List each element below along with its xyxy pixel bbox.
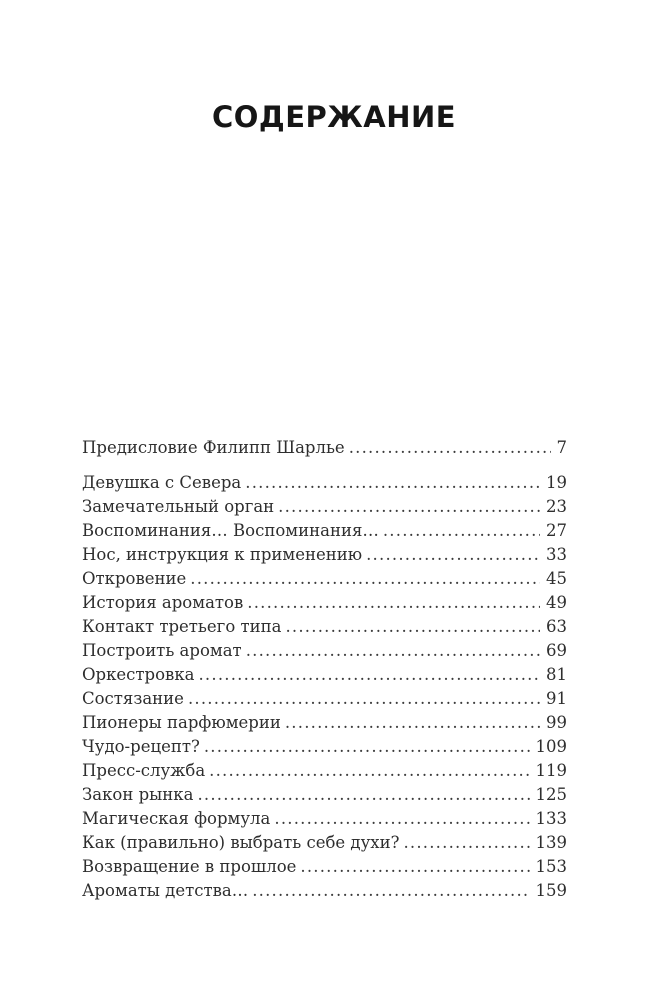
toc-row[interactable] (82, 759, 567, 783)
toc-page-number: 109 (535, 737, 567, 756)
toc-dot-leader (200, 735, 530, 759)
toc-dot-leader (281, 615, 540, 639)
toc-entry-title: Предисловие Филипп Шарлье (82, 438, 345, 457)
toc-row[interactable] (82, 783, 567, 807)
toc-entry-title: Откровение (82, 569, 187, 588)
toc-row[interactable] (82, 831, 567, 855)
toc-entry-title: Пионеры парфюмерии (82, 713, 281, 732)
toc-dot-leader (296, 855, 529, 879)
toc-row[interactable] (82, 663, 567, 687)
toc-dot-leader (194, 663, 540, 687)
toc-entry-title: Нос, инструкция к применению (82, 545, 363, 564)
toc-page-number: 139 (535, 833, 567, 852)
toc-entry-title: Возвращение в прошлое (82, 857, 297, 876)
toc-entry-title: Ароматы детства… (82, 881, 249, 900)
toc-dot-leader (184, 687, 540, 711)
toc-page-number: 133 (535, 809, 567, 828)
toc-row[interactable] (82, 519, 567, 543)
toc-row[interactable] (82, 807, 567, 831)
toc-page-number: 45 (546, 569, 567, 588)
toc-dot-leader (345, 436, 551, 460)
toc-entry-title: Построить аромат (82, 641, 242, 660)
toc-dot-leader (193, 783, 529, 807)
toc-page-number: 19 (546, 473, 567, 492)
toc-dot-leader (362, 543, 540, 567)
toc-dot-leader (205, 759, 529, 783)
toc-row[interactable] (82, 639, 567, 663)
toc-page-number: 63 (546, 617, 567, 636)
toc-page-number: 81 (546, 665, 567, 684)
toc-page-number: 23 (546, 497, 567, 516)
toc-dot-leader (399, 831, 529, 855)
toc-entry-title: Замечательный орган (82, 497, 275, 516)
toc-entry-title: Оркестровка (82, 665, 195, 684)
toc-page-number: 91 (546, 689, 567, 708)
toc-row[interactable] (82, 615, 567, 639)
toc-page-number: 49 (546, 593, 567, 612)
toc-entry-title: Закон рынка (82, 785, 194, 804)
toc-row[interactable] (82, 735, 567, 759)
toc-page-number: 33 (546, 545, 567, 564)
toc-entry-title: Чудо-рецепт? (82, 737, 200, 756)
toc-page-number: 119 (535, 761, 567, 780)
toc-page-number: 69 (546, 641, 567, 660)
toc-row[interactable] (82, 543, 567, 567)
page-title: СОДЕРЖАНИЕ (211, 100, 457, 134)
toc-page-number: 27 (546, 521, 567, 540)
toc-dot-leader (241, 471, 540, 495)
toc-row[interactable] (82, 495, 567, 519)
toc-row[interactable] (82, 591, 567, 615)
toc-entry-title: Как (правильно) выбрать себе духи? (82, 833, 400, 852)
toc-entry-title: Пресс-служба (82, 761, 206, 780)
toc-page-number: 7 (556, 438, 567, 457)
toc-dot-leader (281, 711, 540, 735)
toc-entry-title: Девушка с Севера (82, 473, 242, 492)
toc-row[interactable] (82, 711, 567, 735)
toc-dot-leader (379, 519, 540, 543)
toc-entry-title: Контакт третьего типа (82, 617, 282, 636)
toc-entry-title: Состязание (82, 689, 184, 708)
toc-row[interactable] (82, 879, 567, 903)
toc-dot-leader (242, 639, 540, 663)
toc-dot-leader (248, 879, 529, 903)
toc-page-number: 99 (546, 713, 567, 732)
toc-row[interactable] (82, 471, 567, 495)
toc-list (0, 436, 668, 903)
toc-entry-title: Воспоминания… Воспоминания… (82, 521, 379, 540)
toc-dot-leader (274, 495, 540, 519)
toc-dot-leader (270, 807, 529, 831)
toc-row[interactable] (82, 855, 567, 879)
toc-dot-leader (186, 567, 540, 591)
toc-entry-title: История ароматов (82, 593, 244, 612)
toc-row[interactable] (82, 567, 567, 591)
toc-page-number: 153 (535, 857, 567, 876)
toc-entry-title: Магическая формула (82, 809, 271, 828)
toc-row[interactable] (82, 436, 567, 460)
toc-row[interactable] (82, 687, 567, 711)
toc-page-number: 125 (535, 785, 567, 804)
toc-dot-leader (243, 591, 540, 615)
toc-page-number: 159 (535, 881, 567, 900)
